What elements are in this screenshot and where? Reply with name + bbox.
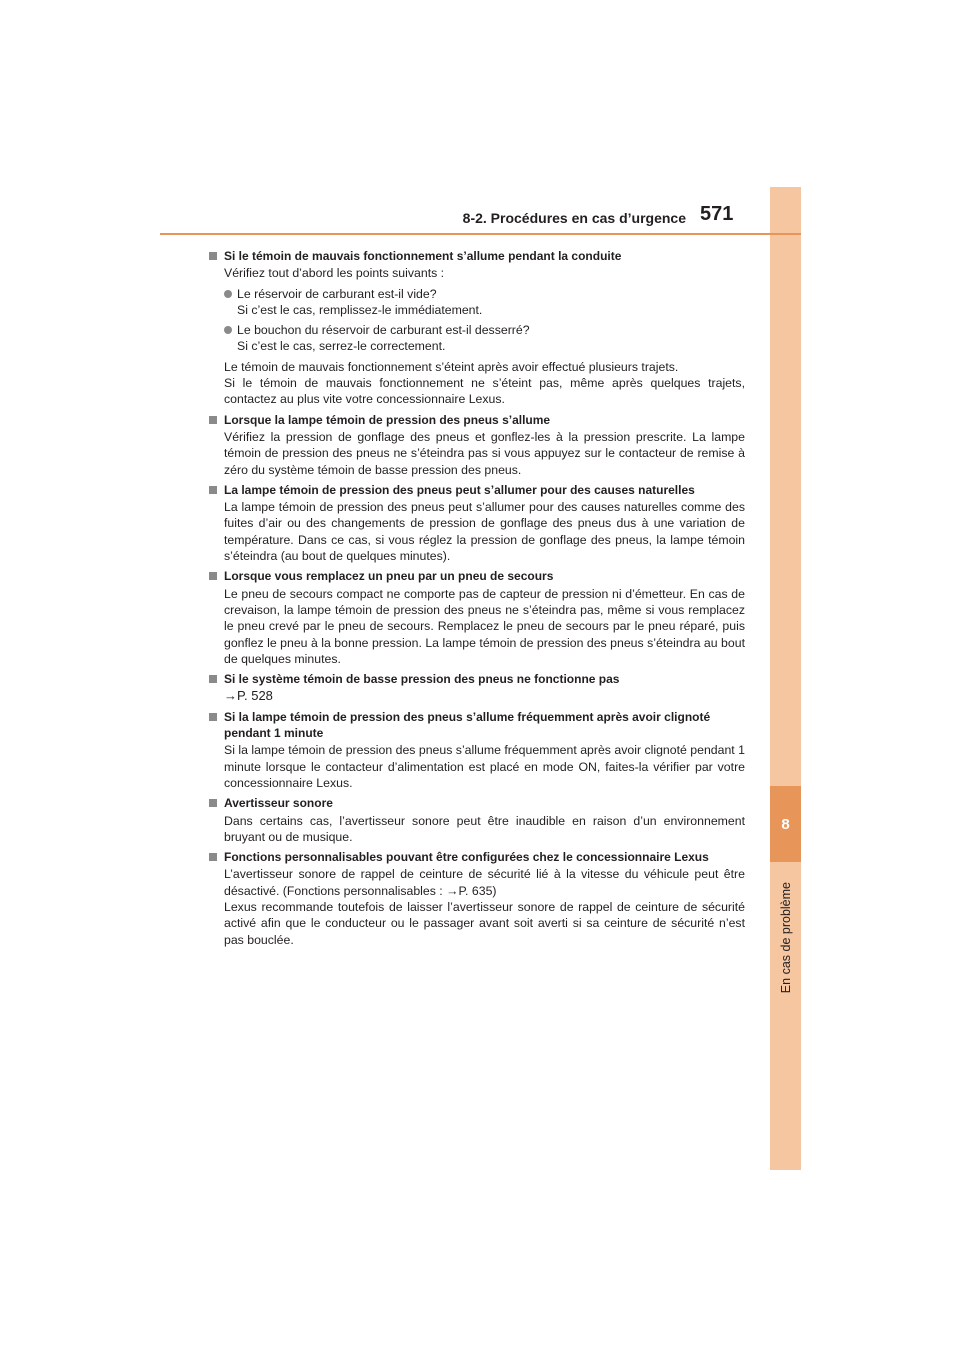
- chapter-number: 8: [770, 786, 801, 862]
- square-bullet-icon: [209, 572, 217, 580]
- paragraph: Dans certains cas, l’avertisseur sonore peut être inaudible en raison d’un environnement bruyant ou de musique.: [224, 813, 745, 844]
- paragraph: Si le témoin de mauvais fonctionnement ne s’éteint pas, même après quelques trajets, contactez au plus vite votre concessionnaire Lexus.: [224, 376, 745, 407]
- paragraph: L’avertisseur sonore de rappel de ceinture de sécurité lié à la vitesse du véhicule peut être désactivé. (Fonctions personnalisables : →P. 635): [224, 867, 745, 898]
- square-bullet-icon: [209, 799, 217, 807]
- square-bullet-icon: [209, 853, 217, 861]
- list-item: Le réservoir de carburant est-il vide? Si c’est le cas, remplissez-le immédiatement.: [209, 286, 745, 319]
- paragraph: Lexus recommande toutefois de laisser l’avertisseur sonore de rappel de ceinture de sécurité activé afin que le conducteur ou le passager avant soit averti si sa ceinture de sécurité n’est pas bouclée.: [224, 899, 745, 947]
- header-divider: [160, 233, 801, 235]
- section-heading: Si la lampe témoin de pression des pneus s’allume fréquemment après avoir clignoté pendant 1 minute: [209, 709, 745, 742]
- section-title: 8-2. Procédures en cas d’urgence: [462, 210, 686, 226]
- section-heading: Fonctions personnalisables pouvant être configurées chez le concessionnaire Lexus: [209, 849, 745, 865]
- paragraph: La lampe témoin de pression des pneus peut s’allumer pour des causes naturelles comme des fuites d’air ou des changements de pression de gonflage des pneus dus à une variation de température. Dans ce cas, si vous réglez la pression de gonflage des pneus, la lampe témoin s’éteindra (au bout de quelques minutes).: [224, 500, 745, 564]
- list-item: Le bouchon du réservoir de carburant est-il desserré? Si c’est le cas, serrez-le correctement.: [209, 322, 745, 355]
- section-heading: La lampe témoin de pression des pneus peut s’allumer pour des causes naturelles: [209, 482, 745, 498]
- section-heading: Avertisseur sonore: [209, 795, 745, 811]
- paragraph: Si la lampe témoin de pression des pneus s’allume fréquemment après avoir clignoté pendant 1 minute lorsque le contacteur d’alimentation est placé en mode ON, faites-la vérifier par votre concessionnaire Lexus.: [224, 743, 745, 790]
- section-heading: Si le témoin de mauvais fonctionnement s’allume pendant la conduite: [209, 248, 745, 264]
- paragraph: Vérifiez la pression de gonflage des pneus et gonflez-les à la pression prescrite. La lampe témoin de pression des pneus ne s’éteindra pas si vous appuyez sur le contacteur de remise à zéro du système témoin de basse pression des pneus.: [224, 429, 745, 477]
- section-heading: Si le système témoin de basse pression des pneus ne fonctionne pas: [209, 671, 745, 687]
- paragraph: Le pneu de secours compact ne comporte pas de capteur de pression ni d’émetteur. En cas de crevaison, la lampe témoin de pression des pneus ne s’éteindra pas, même si vous remplacez le pneu crevé par le pneu de secours. Remplacez le pneu de secours par le pneu réparé, puis gonflez le pneu à la bonne pression. La lampe témoin de pression des pneus s’éteindra au bout de quelques minutes.: [224, 586, 745, 666]
- page-content: [209, 244, 745, 948]
- circle-bullet-icon: [224, 326, 232, 334]
- square-bullet-icon: [209, 675, 217, 683]
- page-number: 571: [700, 203, 734, 225]
- square-bullet-icon: [209, 713, 217, 721]
- chapter-side-tab: [770, 187, 801, 1170]
- square-bullet-icon: [209, 486, 217, 494]
- section-heading: Lorsque vous remplacez un pneu par un pneu de secours: [209, 568, 745, 584]
- square-bullet-icon: [209, 416, 217, 424]
- section-intro: Vérifiez tout d’abord les points suivants :: [224, 266, 445, 281]
- paragraph: Le témoin de mauvais fonctionnement s’éteint après avoir effectué plusieurs trajets.: [224, 359, 679, 374]
- square-bullet-icon: [209, 252, 217, 260]
- section-heading: Lorsque la lampe témoin de pression des pneus s’allume: [209, 412, 745, 428]
- circle-bullet-icon: [224, 290, 232, 298]
- chapter-title: En cas de problème: [779, 882, 793, 994]
- chapter-title-vertical: [773, 878, 799, 998]
- page-reference-link[interactable]: →P. 528: [224, 688, 273, 704]
